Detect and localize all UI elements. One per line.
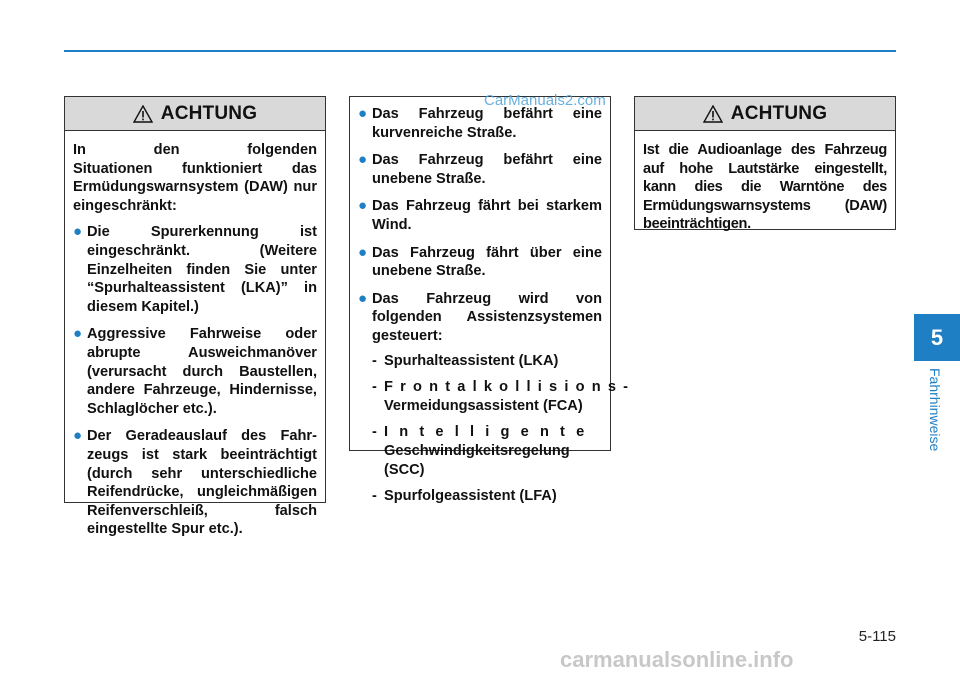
system-name-cont: Vermeidungsassistent (FCA): [384, 397, 583, 414]
watermark-top: CarManuals2.com: [484, 92, 606, 109]
caution-bullet-list: [73, 223, 317, 539]
list-item: [73, 325, 317, 418]
bullet-text: Das Fahrzeug fährt über eine unebene Straße.: [372, 244, 602, 280]
system-item: [372, 423, 602, 479]
system-item: [372, 487, 602, 506]
list-item: [73, 427, 317, 539]
system-name-cont: Geschwindigkeitsregelung (SCC): [384, 442, 570, 478]
bullet-icon: ●: [358, 197, 368, 215]
system-name: Spurhalteassistent (LKA): [384, 352, 559, 369]
system-name: Intelligente: [384, 424, 596, 441]
intro-rest: Situationen funktioniert das Ermüdungswarnsystem (DAW) nur eingeschränkt:: [73, 160, 317, 214]
dash-marker: -: [372, 424, 377, 441]
caution-text: [635, 131, 895, 242]
bullet-icon: ●: [358, 151, 368, 169]
system-item: [372, 378, 636, 415]
caution-header: [635, 97, 895, 131]
page-number: 5-115: [858, 628, 896, 645]
dash-marker: -: [372, 379, 377, 396]
bullet-icon: ●: [73, 427, 83, 445]
system-name: Frontalkollisions-: [384, 379, 636, 396]
bullet-text: Das Fahrzeug befährt eine kurvenreiche Straße.: [372, 106, 602, 141]
list-item: [358, 244, 602, 281]
bullet-text: Aggressive Fahrweise oder abrupte Ausweichmanöver (verursacht durch Baustellen, andere Fahrzeuge, Hindernisse, Schlaglöcher etc.).: [87, 326, 317, 417]
dash-marker: -: [372, 352, 377, 369]
watermark-bottom: carmanualsonline.info: [560, 647, 794, 672]
header-rule: [64, 50, 896, 52]
condition-bullet-list: [358, 105, 602, 346]
system-name: Spurfolgeassistent (LFA): [384, 488, 557, 505]
caution-body: [65, 131, 325, 556]
list-item: [73, 223, 317, 316]
system-item: [372, 352, 602, 371]
bullet-icon: ●: [358, 105, 368, 122]
chapter-label: Fahrhinweise: [927, 368, 943, 452]
caution-title: ACHTUNG: [730, 102, 828, 124]
bullet-icon: ●: [358, 289, 368, 307]
bullet-text: Der Geradeauslauf des Fahrzeugs ist stark beeinträchtigt (durch sehr unterschiedliche Reifendrücke, ungleichmäßigen Reifenverschleiß, falsch eingestellte Spur etc.).: [87, 428, 317, 538]
caution-box-middle: [349, 96, 636, 505]
bullet-text: Das Fahrzeug befährt eine unebene Straße.: [372, 152, 602, 187]
caution-title: ACHTUNG: [160, 102, 258, 124]
caution-box-left: [64, 96, 326, 538]
caution-intro: [73, 141, 317, 215]
bullet-text: Das Fahrzeug fährt bei starkem Wind.: [372, 198, 602, 233]
list-item: [358, 197, 602, 234]
caution-paragraph: Ist die Audioanlage des Fahrzeug auf hohe Lautstärke eingestellt, kann dies die Warntöne des Ermüdungswarnsystems (DAW) beeinträchtigen.: [643, 142, 887, 233]
caution-body: [350, 97, 636, 522]
chapter-tab: 5: [914, 314, 960, 361]
bullet-icon: ●: [73, 325, 83, 343]
list-item: [358, 105, 602, 142]
list-item: [358, 290, 602, 346]
bullet-text: Die Spurerkennung ist eingeschränkt. (Weitere Einzelheiten finden Sie unter “Spurhalteassistent (LKA)” in diesem Kapitel.): [87, 224, 317, 315]
bullet-icon: ●: [73, 223, 83, 241]
dash-marker: -: [372, 488, 377, 505]
assistance-system-list: [358, 352, 636, 506]
warning-triangle-icon: [703, 105, 723, 123]
caution-header: [65, 97, 325, 131]
list-item: [358, 151, 602, 188]
bullet-text: Das Fahrzeug wird von folgenden Assistenzsystemen gesteuert:: [372, 290, 602, 344]
bullet-icon: ●: [358, 243, 368, 261]
warning-triangle-icon: [133, 105, 153, 123]
caution-box-right: [634, 96, 896, 233]
intro-first-line: In den folgenden: [73, 142, 317, 158]
